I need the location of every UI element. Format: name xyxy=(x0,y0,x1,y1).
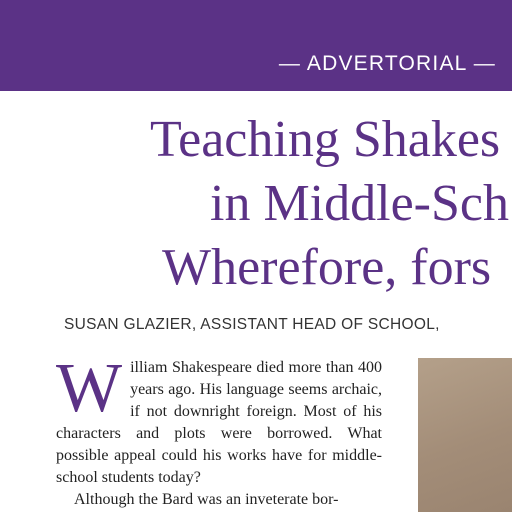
article-body xyxy=(56,350,382,511)
paragraph-1-text: illiam Shakespeare died more than 400 years ago. His language seems archaic, if not downright foreign. Most of his characters and plots were borrowed. What possible appeal could his works have for middle-school students today? xyxy=(56,359,382,486)
title-line-2: in Middle-Sch xyxy=(210,175,509,232)
article-title xyxy=(42,108,512,300)
advertorial-banner xyxy=(0,0,512,91)
title-line-3: Wherefore, fors xyxy=(162,239,492,296)
advertorial-label: — ADVERTORIAL — xyxy=(278,52,496,75)
article-photo xyxy=(418,358,512,512)
body-paragraph-1 xyxy=(56,350,382,489)
body-paragraph-2: Although the Bard was an inveterate bor- xyxy=(74,491,339,508)
drop-cap: W xyxy=(56,350,123,427)
author-byline: SUSAN GLAZIER, ASSISTANT HEAD OF SCHOOL, xyxy=(64,316,440,333)
title-line-1: Teaching Shakes xyxy=(150,111,501,168)
